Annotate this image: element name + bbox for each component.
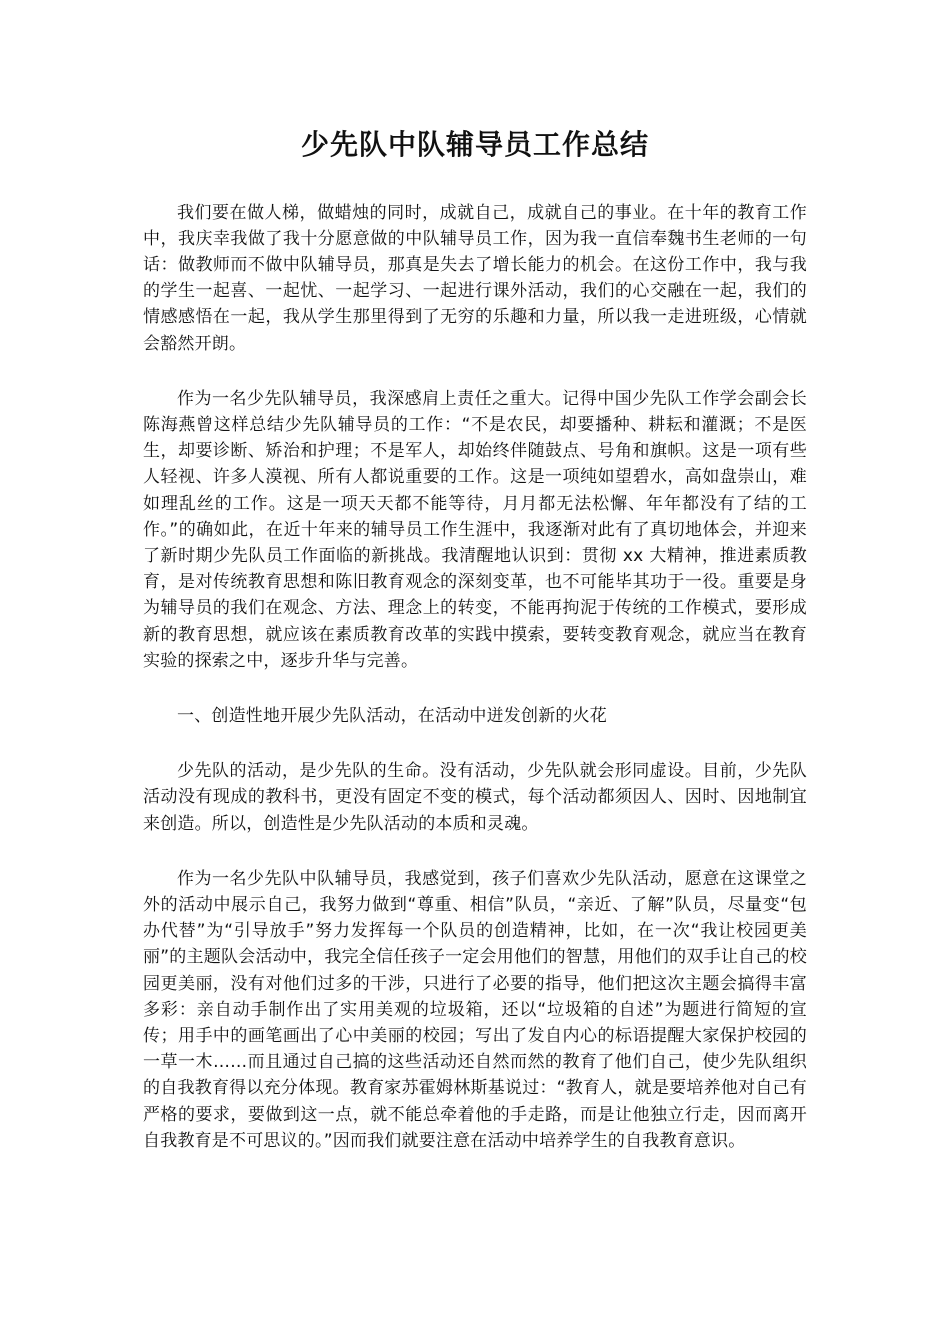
document-page xyxy=(143,128,807,1183)
paragraph-example: 作为一名少先队中队辅导员，我感觉到，孩子们喜欢少先队活动，愿意在这课堂之外的活动中展示自己，我努力做到“尊重、相信”队员，“亲近、了解”队员，尽量变“包办代替”为“引导放手”努力发挥每一个队员的创造精神，比如，在一次“我让校园更美丽”的主题队会活动中，我完全信任孩子一定会用他们的智慧，用他们的双手让自己的校园更美丽，没有对他们过多的干涉，只进行了必要的指导，他们把这次主题会搞得丰富多彩：亲自动手制作出了实用美观的垃圾箱，还以“垃圾箱的自述”为题进行简短的宣传；用手中的画笔画出了心中美丽的校园；写出了发自内心的标语提醒大家保护校园的一草一木……而且通过自己搞的这些活动还自然而然的教育了他们自己，使少先队组织的自我教育得以充分体现。教育家苏霍姆林斯基说过：“教育人，就是要培养他对自己有严格的要求，要做到这一点，就不能总牵着他的手走路，而是让他独立行走，因而离开自我教育是不可思议的。”因而我们就要注意在活动中培养学生的自我教育意识。 xyxy=(143,868,807,1151)
paragraph-activities: 少先队的活动，是少先队的生命。没有活动，少先队就会形同虚设。目前，少先队活动没有现成的教科书，更没有固定不变的模式，每个活动都须因人、因时、因地制宜来创造。所以，创造性是少先队活动的本质和灵魂。 xyxy=(143,761,807,834)
paragraph-intro: 我们要在做人梯，做蜡烛的同时，成就自己，成就自己的事业。在十年的教育工作中，我庆幸我做了我十分愿意做的中队辅导员工作，因为我一直信奉魏书生老师的一句话：做教师而不做中队辅导员，那真是失去了增长能力的机会。在这份工作中，我与我的学生一起喜、一起忧、一起学习、一起进行课外活动，我们的心交融在一起，我们的情感感悟在一起，我从学生那里得到了无穷的乐趣和力量，所以我一走进班级，心情就会豁然开朗。 xyxy=(143,202,807,354)
section-heading-1: 一、创造性地开展少先队活动，在活动中迸发创新的火花 xyxy=(177,706,607,727)
document-title: 少先队中队辅导员工作总结 xyxy=(300,128,649,161)
paragraph-responsibility: 作为一名少先队辅导员，我深感肩上责任之重大。记得中国少先队工作学会副会长陈海燕曾这样总结少先队辅导员的工作：“不是农民，却要播种、耕耘和灌溉；不是医生，却要诊断、矫治和护理；不是军人，却始终伴随鼓点、号角和旗帜。这是一项有些人轻视、许多人漠视、所有人都说重要的工作。这是一项纯如望碧水，高如盘崇山，难如理乱丝的工作。这是一项天天都不能等待，月月都无法松懈、年年都没有了结的工作。”的确如此，在近十年来的辅导员工作生涯中，我逐渐对此有了真切地体会，并迎来了新时期少先队员工作面临的新挑战。我清醒地认识到：贯彻 xx 大精神，推进素质教育，是对传统教育思想和陈旧教育观念的深刻变革，也不可能毕其功于一役。重要是身为辅导员的我们在观念、方法、理念上的转变，不能再拘泥于传统的工作模式，要形成新的教育思想，就应该在素质教育改革的实践中摸索，要转变教育观念，就应当在教育实验的探索之中，逐步升华与完善。 xyxy=(143,388,807,671)
